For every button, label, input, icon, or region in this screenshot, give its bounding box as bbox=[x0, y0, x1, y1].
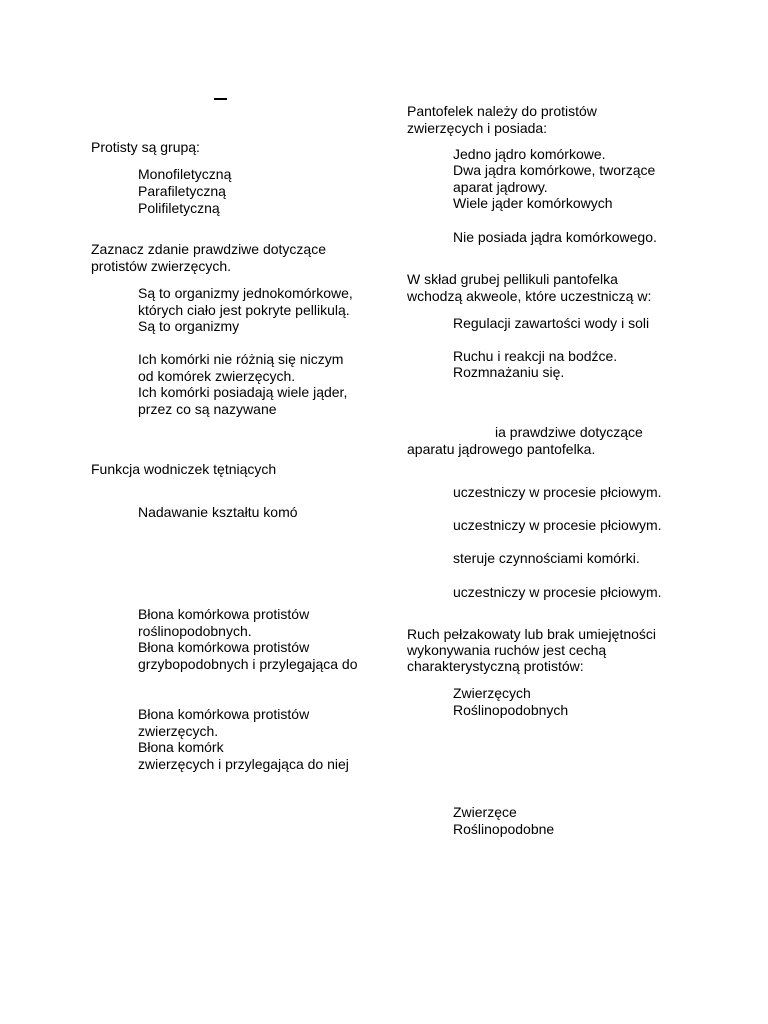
question-3-option: Nadawanie kształtu komó bbox=[138, 504, 298, 520]
question-4-line: zwierzęcych. bbox=[138, 723, 219, 739]
question-4-line: zwierzęcych i przylegająca do niej bbox=[138, 756, 349, 772]
question-1-option: Monofiletyczną bbox=[138, 166, 232, 182]
question-1-option: Polifiletyczną bbox=[138, 200, 220, 216]
question-5-option: Dwa jądra komórkowe, tworzące bbox=[453, 162, 656, 178]
question-3-title: Funkcja wodniczek tętniących bbox=[91, 461, 277, 477]
question-2-option: których ciało jest pokryte pellikulą. bbox=[138, 302, 350, 318]
question-5-option: Wiele jąder komórkowych bbox=[453, 195, 613, 211]
question-7-title: ia prawdziwe dotyczące bbox=[495, 424, 643, 440]
question-7-option: steruje czynnościami komórki. bbox=[453, 550, 640, 566]
question-2-option: Ich komórki posiadają wiele jąder, bbox=[138, 384, 348, 400]
question-9-option: Zwierzęce bbox=[453, 804, 517, 820]
question-5-title: Pantofelek należy do protistów bbox=[407, 103, 597, 119]
question-8-title: charakterystyczną protistów: bbox=[407, 658, 584, 674]
question-2-title: Zaznacz zdanie prawdziwe dotyczące bbox=[91, 241, 327, 257]
question-4-line: Błona komórk bbox=[138, 739, 224, 755]
question-7-option: uczestniczy w procesie płciowym. bbox=[453, 517, 662, 533]
question-8-option: Zwierzęcych bbox=[453, 685, 531, 701]
question-4-line: Błona komórkowa protistów bbox=[138, 606, 310, 622]
question-8-option: Roślinopodobnych bbox=[453, 702, 569, 718]
question-2-option: Są to organizmy jednokomórkowe, bbox=[138, 285, 353, 301]
question-4-line: grzybopodobnych i przylegająca do bbox=[138, 656, 358, 672]
question-6-title: W skład grubej pellikuli pantofelka bbox=[407, 271, 618, 287]
question-8-title: Ruch pełzakowaty lub brak umiejętności bbox=[407, 626, 657, 642]
question-7-option: uczestniczy w procesie płciowym. bbox=[453, 584, 662, 600]
question-7-option: uczestniczy w procesie płciowym. bbox=[453, 484, 662, 500]
question-1-option: Parafiletyczną bbox=[138, 183, 226, 199]
question-4-line: Błona komórkowa protistów bbox=[138, 639, 310, 655]
question-9-option: Roślinopodobne bbox=[453, 821, 555, 837]
question-4-line: Błona komórkowa protistów bbox=[138, 706, 310, 722]
question-8-title: wykonywania ruchów jest cechą bbox=[407, 642, 607, 658]
question-5-option: Jedno jądro komórkowe. bbox=[453, 146, 606, 162]
question-2-option: Są to organizmy bbox=[138, 318, 240, 334]
question-7-title: aparatu jądrowego pantofelka. bbox=[407, 441, 596, 457]
question-6-option: Regulacji zawartości wody i soli bbox=[453, 315, 650, 331]
question-2-title: protistów zwierzęcych. bbox=[91, 258, 232, 274]
question-6-option: Ruchu i reakcji na bodźce. bbox=[453, 348, 618, 364]
question-5-option: aparat jądrowy. bbox=[453, 179, 548, 195]
question-5-title: zwierzęcych i posiada: bbox=[407, 120, 548, 136]
question-6-option: Rozmnażaniu się. bbox=[453, 364, 565, 380]
right-column bbox=[384, 0, 768, 1024]
question-2-option: przez co są nazywane bbox=[138, 401, 277, 417]
question-6-title: wchodzą akweole, które uczestniczą w: bbox=[407, 288, 652, 304]
left-column bbox=[0, 0, 360, 1024]
question-4-line: roślinopodobnych. bbox=[138, 623, 252, 639]
question-1-title: Protisty są grupą: bbox=[91, 139, 200, 155]
question-5-option: Nie posiada jądra komórkowego. bbox=[453, 229, 657, 245]
question-2-option: Ich komórki nie różnią się niczym bbox=[138, 351, 344, 367]
question-2-option: od komórek zwierzęcych. bbox=[138, 368, 296, 384]
